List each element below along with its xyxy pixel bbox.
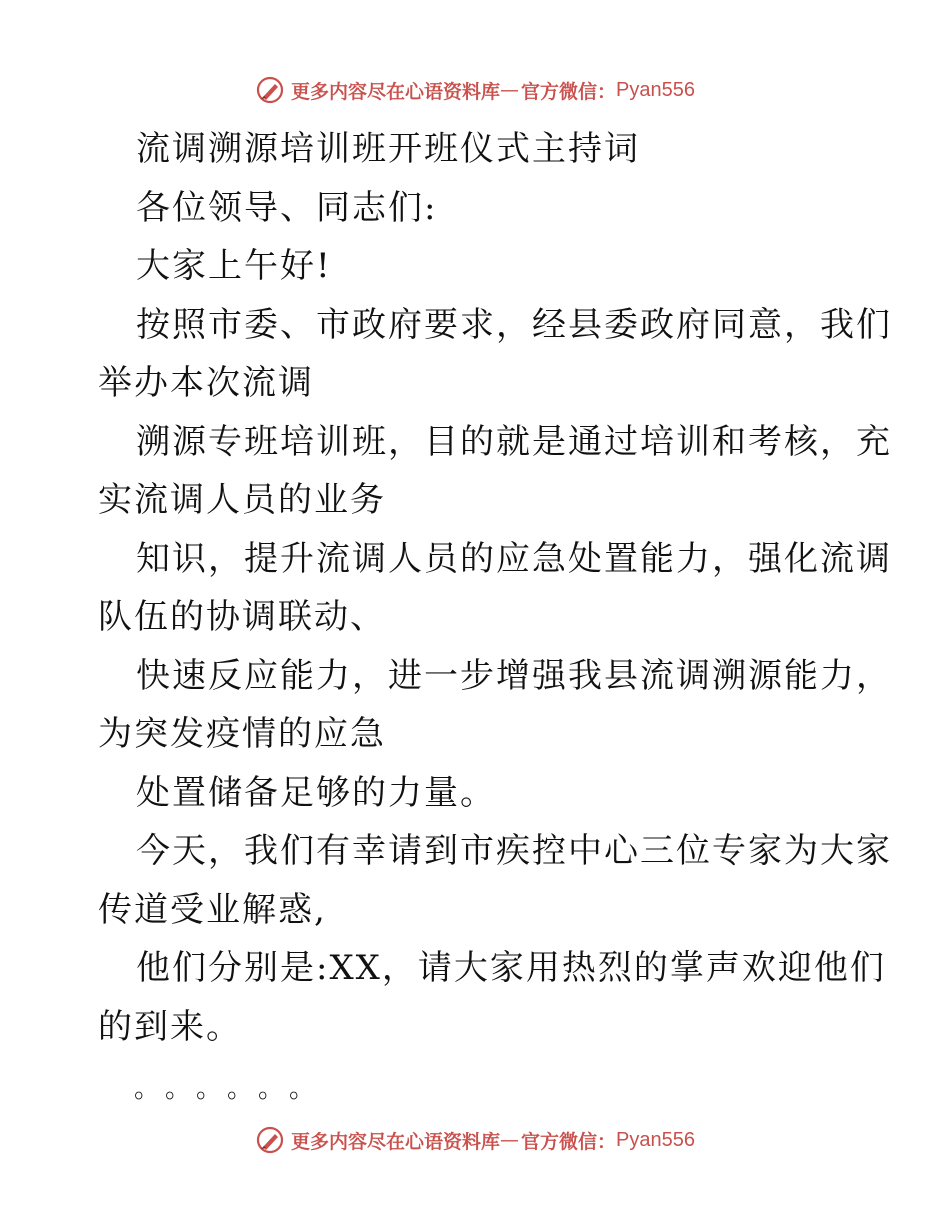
banner-brand: 更多内容尽在心语资料库 xyxy=(291,80,501,103)
banner-separator: — xyxy=(500,1129,520,1151)
pen-circle-logo-icon xyxy=(255,1125,285,1155)
paragraph-line: 为突发疫情的应急 xyxy=(98,714,386,754)
banner-wechat-label: 官方微信： xyxy=(521,1130,617,1153)
footer-banner xyxy=(0,1120,950,1160)
paragraph-line: 溯源专班培训班，目的就是通过培训和考核，充 xyxy=(136,421,892,462)
pen-circle-logo-icon xyxy=(255,75,285,105)
paragraph-line: 队伍的协调联动、 xyxy=(98,597,386,637)
banner-wechat-id: Pyan556 xyxy=(616,78,695,101)
salutation: 各位领导、同志们: xyxy=(136,187,438,228)
ellipsis-dots: 。。。。。。 xyxy=(134,1074,334,1104)
banner-brand: 更多内容尽在心语资料库 xyxy=(291,1130,501,1153)
document-body xyxy=(98,120,892,1056)
paragraph-line: 实流调人员的业务 xyxy=(98,480,386,520)
paragraph-line: 今天，我们有幸请到市疾控中心三位专家为大家 xyxy=(136,831,892,871)
paragraph-line: 举办本次流调 xyxy=(98,363,314,403)
paragraph-line: 按照市委、市政府要求，经县委政府同意，我们 xyxy=(136,304,892,345)
banner-wechat-label: 官方微信： xyxy=(521,80,617,103)
paragraph-line: 他们分别是:XX，请大家用热烈的掌声欢迎他们 xyxy=(136,948,886,988)
banner-separator: — xyxy=(500,79,520,101)
header-banner xyxy=(0,70,950,110)
paragraph-line: 知识，提升流调人员的应急处置能力，强化流调 xyxy=(136,538,892,579)
paragraph-line: 的到来。 xyxy=(98,1006,242,1047)
banner-wechat-id: Pyan556 xyxy=(616,1128,695,1151)
greeting: 大家上午好! xyxy=(136,246,332,286)
document-title: 流调溯源培训班开班仪式主持词 xyxy=(136,129,640,169)
paragraph-line: 传道受业解惑, xyxy=(98,889,327,930)
paragraph-line: 快速反应能力，进一步增强我县流调溯源能力， xyxy=(136,655,892,696)
paragraph-line: 处置储备足够的力量。 xyxy=(136,772,496,813)
